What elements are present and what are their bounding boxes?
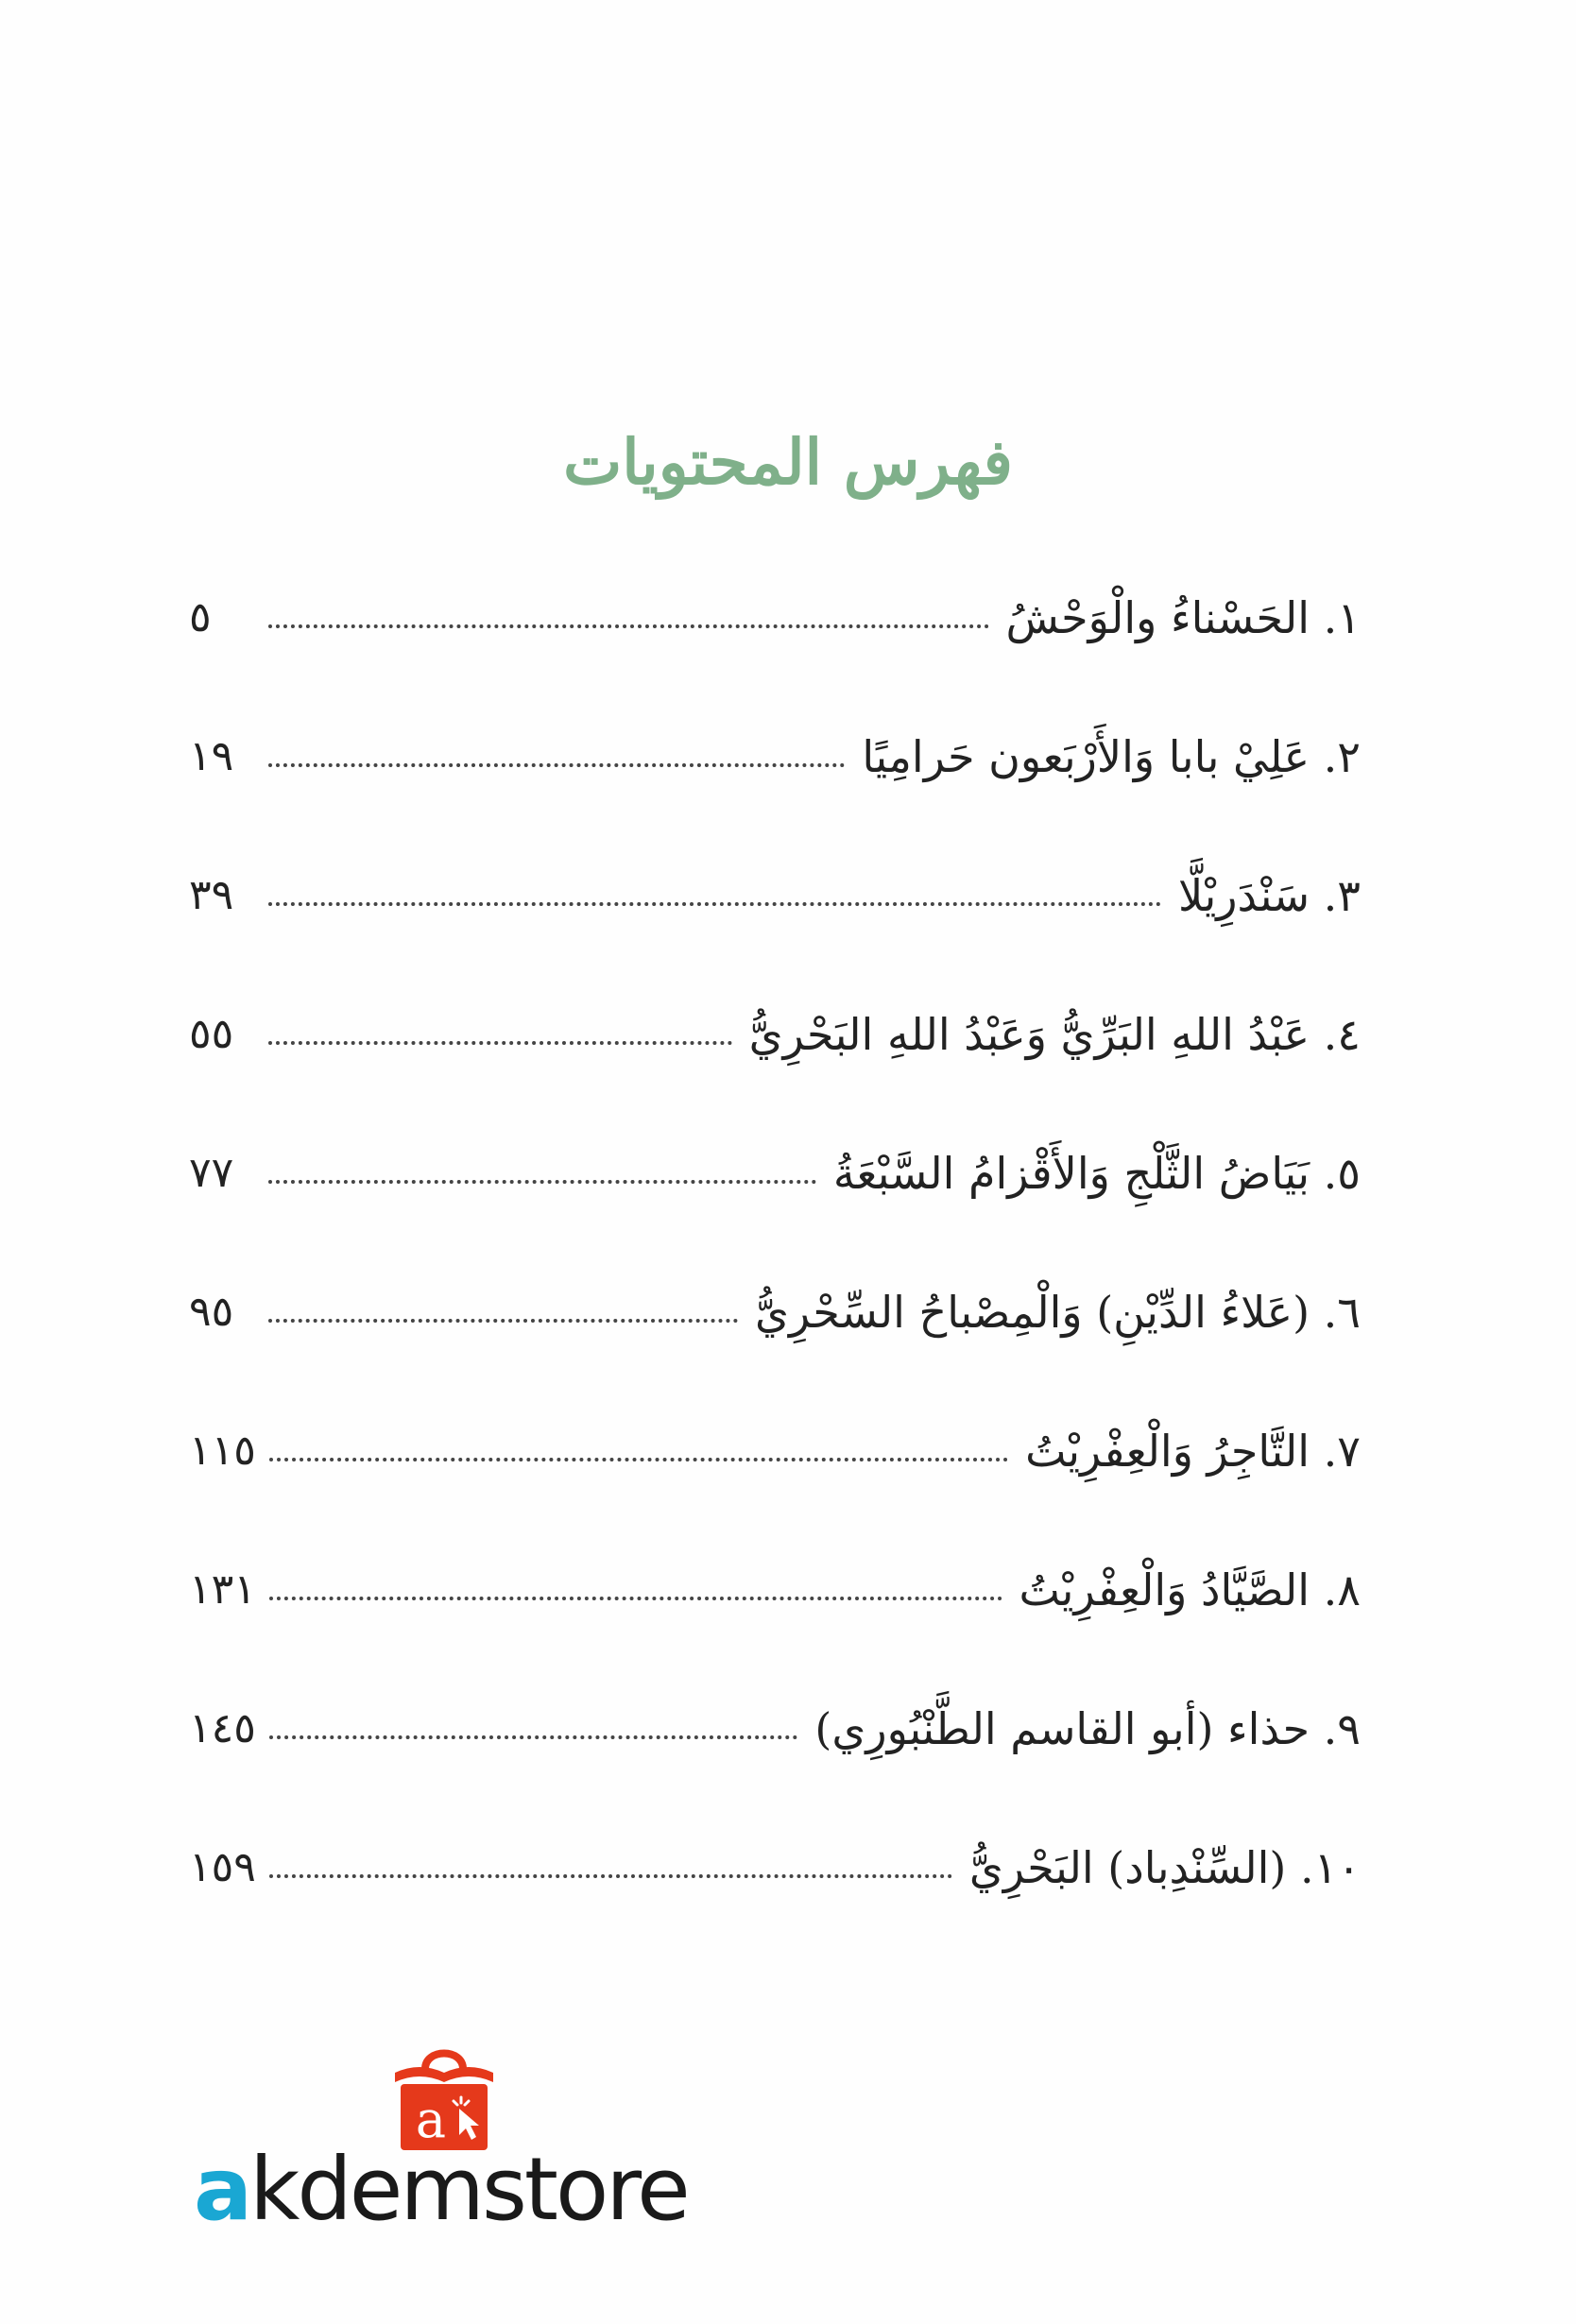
brand-wordmark-a: a <box>194 2139 250 2240</box>
toc-entry[interactable] <box>189 1381 1361 1520</box>
toc-entry-title: ٧. التَّاجِرُ وَالْعِفْرِيْتُ <box>1025 1425 1361 1477</box>
toc-entry-title: ٤. عَبْدُ اللهِ البَرِّيُّ وَعَبْدُ اللهِ البَحْرِيُّ <box>748 1008 1361 1060</box>
toc-leader-dots <box>268 763 845 767</box>
book-bag-icon <box>387 2041 501 2154</box>
toc-leader-dots <box>269 1597 1002 1600</box>
brand-wordmark-rest: kdemstore <box>249 2139 688 2240</box>
toc-entry-title: ١٠. (السِّنْدِباد) البَحْرِيُّ <box>968 1841 1361 1893</box>
toc-entry[interactable] <box>189 965 1361 1103</box>
toc-entry[interactable] <box>189 1103 1361 1242</box>
page-title: فهرس المحتويات <box>563 425 1013 500</box>
toc-leader-dots <box>268 902 1161 906</box>
brand-wordmark <box>194 2139 688 2240</box>
akdemstore-logo <box>194 2041 688 2240</box>
toc-entry[interactable] <box>189 1520 1361 1659</box>
toc-entry-page: ١٤٥ <box>189 1704 256 1752</box>
toc-entry-title: ٢. عَلِيْ بابا وَالأَرْبَعون حَرامِيًا <box>862 730 1361 782</box>
toc-entry[interactable] <box>189 548 1361 687</box>
toc-leader-dots <box>268 1319 738 1323</box>
toc-leader-dots <box>268 1041 732 1045</box>
toc-leader-dots <box>269 1874 952 1878</box>
toc-entry-title: ٩. حذاء (أبو القاسم الطَّنْبُورِي) <box>814 1702 1361 1754</box>
toc-entry[interactable] <box>189 1659 1361 1798</box>
toc-entry[interactable] <box>189 826 1361 965</box>
toc-entry-page: ٥٥ <box>189 1010 234 1058</box>
toc-entry-page: ٣٩ <box>189 871 234 919</box>
toc-entry-page: ١٣١ <box>189 1565 256 1614</box>
toc-leader-dots <box>268 624 989 628</box>
toc-entry[interactable] <box>189 687 1361 826</box>
toc-entry[interactable] <box>189 1798 1361 1937</box>
toc-entry-page: ١٩ <box>189 732 234 780</box>
toc-leader-dots <box>268 1180 816 1184</box>
toc-entry-title: ٨. الصَّيَّادُ وَالْعِفْرِيْتُ <box>1019 1564 1361 1615</box>
toc-leader-dots <box>269 1735 798 1739</box>
toc-entry[interactable] <box>189 1242 1361 1381</box>
toc-leader-dots <box>269 1458 1008 1461</box>
toc-entry-page: ٥ <box>189 593 212 641</box>
toc-entry-title: ٦. (عَلاءُ الدِّيْنِ) وَالْمِصْباحُ السِّحْرِيُّ <box>754 1286 1361 1338</box>
table-of-contents <box>189 548 1361 1937</box>
toc-entry-page: ١٥٩ <box>189 1843 256 1891</box>
toc-entry-page: ٩٥ <box>189 1288 234 1336</box>
svg-text:a: a <box>415 2090 447 2149</box>
toc-entry-title: ١. الحَسْناءُ والْوَحْشُ <box>1005 591 1361 643</box>
toc-entry-title: ٥. بَيَاضُ الثَّلْجِ وَالأَقْزامُ السَّبْعَةُ <box>832 1147 1361 1199</box>
toc-entry-page: ٧٧ <box>189 1149 234 1197</box>
toc-entry-title: ٣. سَنْدَرِيْلَّا <box>1178 869 1361 921</box>
toc-entry-page: ١١٥ <box>189 1427 256 1475</box>
